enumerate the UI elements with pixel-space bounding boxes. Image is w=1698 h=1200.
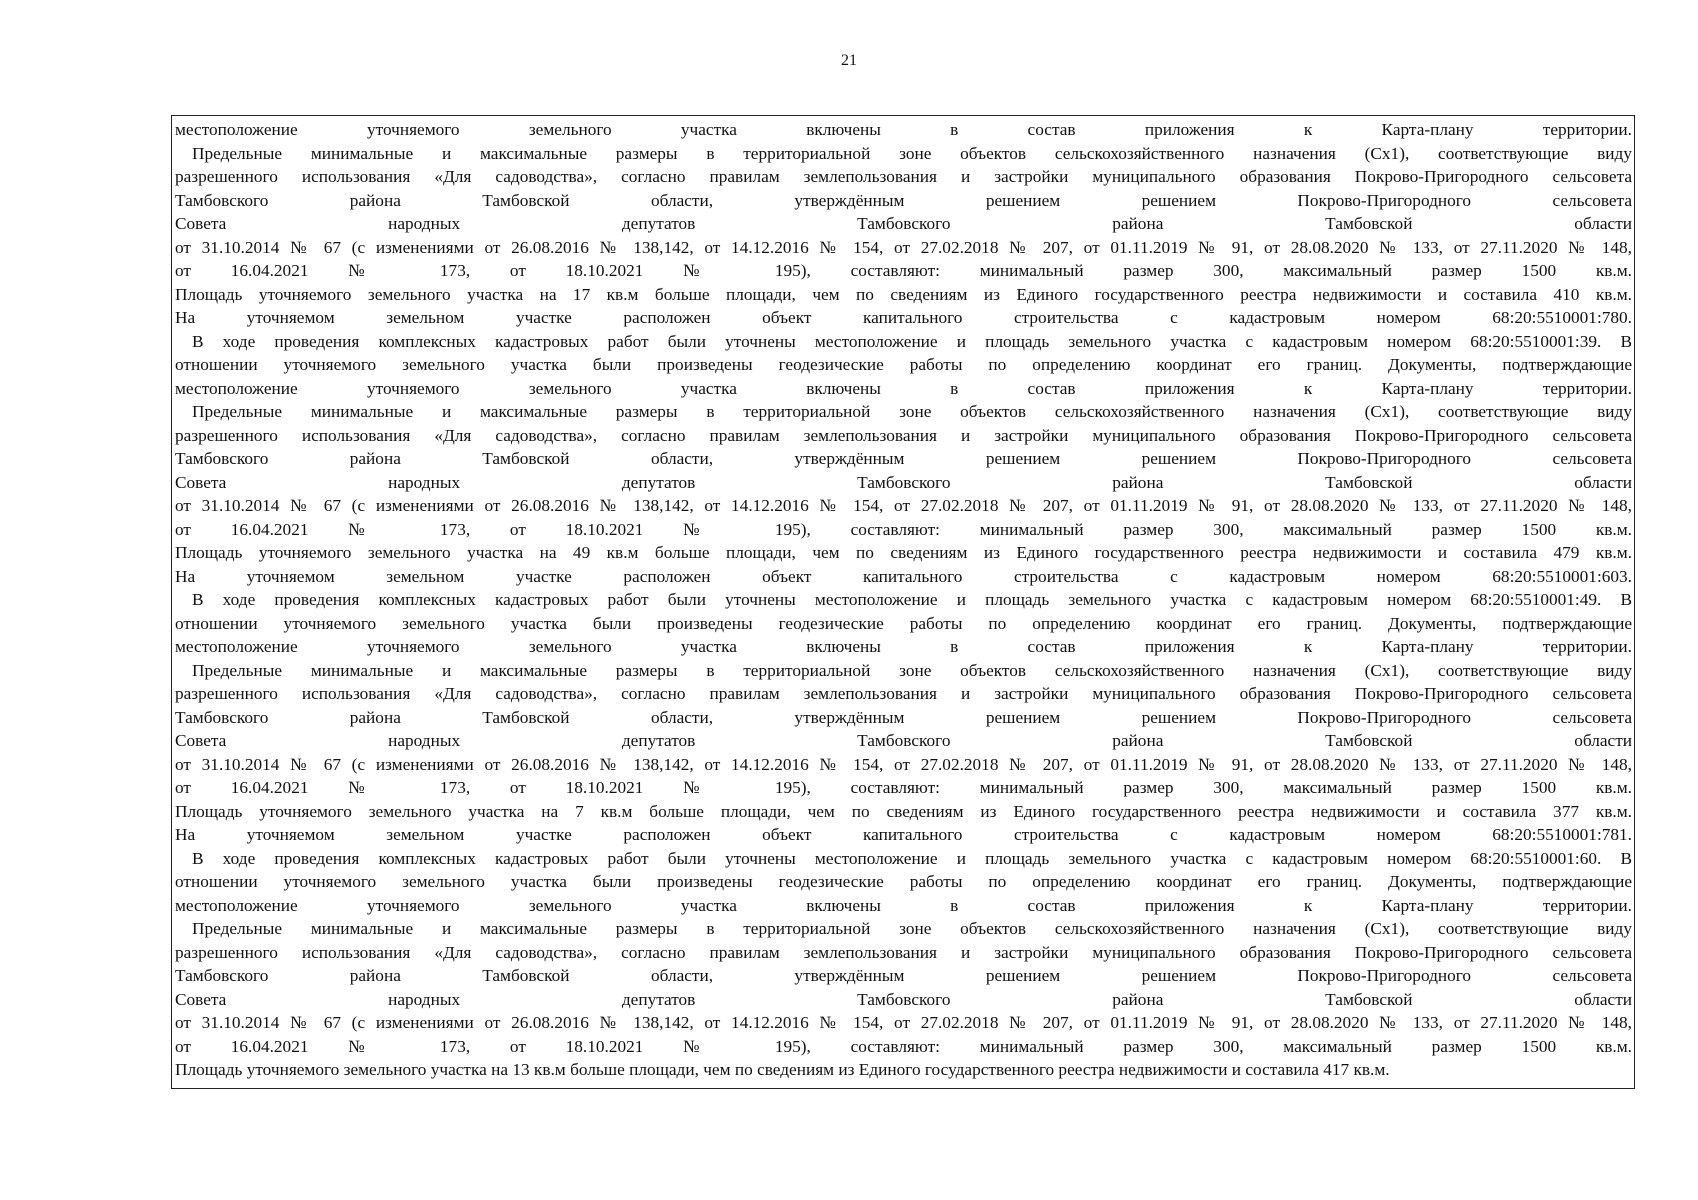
text-line: разрешенного использования «Для садоводства», согласно правилам землепользования и застройки муниципального образования Покрово-Пригородного сельсовета <box>175 167 1632 186</box>
text-line: Предельные минимальные и максимальные размеры в территориальной зоне объектов сельскохозяйственного назначения (Сх1), соответствующие виду <box>192 660 1632 680</box>
text-line: Площадь уточняемого земельного участка на 49 кв.м больше площади, чем по сведениям из Единого государственного реестра недвижимости и составила 479 кв.м. <box>175 543 1632 562</box>
text-line: Совета народных депутатов Тамбовского района Тамбовской области <box>175 472 1632 492</box>
text-line: Совета народных депутатов Тамбовского района Тамбовской области <box>175 731 1632 750</box>
text-line: местоположение уточняемого земельного участка включены в состав приложения к Карта-плану территории. <box>175 895 1632 915</box>
text-line: В ходе проведения комплексных кадастровых работ были уточнены местоположение и площадь земельного участка с кадастровым номером 68:20:5510001:60. В <box>192 848 1632 868</box>
text-line: На уточняемом земельном участке расположен объект капитального строительства с кадастровым номером 68:20:5510001:781. <box>175 825 1632 844</box>
text-line: местоположение уточняемого земельного участка включены в состав приложения к Карта-плану территории. <box>175 637 1632 656</box>
text-line: от 16.04.2021 № 173, от 18.10.2021 № 195), составляют: минимальный размер 300, максимальный размер 1500 кв.м. <box>175 519 1632 539</box>
text-line: Тамбовского района Тамбовской области, утверждённым решением решением Покрово-Пригородного сельсовета <box>175 707 1632 727</box>
text-line: местоположение уточняемого земельного участка включены в состав приложения к Карта-плану территории. <box>175 378 1632 398</box>
text-line: Совета народных депутатов Тамбовского района Тамбовской области <box>175 214 1632 233</box>
text-line: от 31.10.2014 № 67 (с изменениями от 26.08.2016 № 138,142, от 14.12.2016 № 154, от 27.02.2018 № 207, от 01.11.2019 № 91, от 28.08.2020 № 133, от 27.11.2020 № 148, <box>175 237 1632 257</box>
text-line: от 16.04.2021 № 173, от 18.10.2021 № 195), составляют: минимальный размер 300, максимальный размер 1500 кв.м. <box>175 1036 1632 1056</box>
text-line: отношении уточняемого земельного участка были произведены геодезические работы по определению координат его границ. Документы, подтверждающие <box>175 872 1632 891</box>
text-line: отношении уточняемого земельного участка были произведены геодезические работы по определению координат его границ. Документы, подтверждающие <box>175 355 1632 374</box>
text-line: Тамбовского района Тамбовской области, утверждённым решением решением Покрово-Пригородного сельсовета <box>175 190 1632 210</box>
text-line: местоположение уточняемого земельного участка включены в состав приложения к Карта-плану территории. <box>175 120 1632 139</box>
text-line: Предельные минимальные и максимальные размеры в территориальной зоне объектов сельскохозяйственного назначения (Сх1), соответствующие виду <box>192 143 1632 163</box>
text-line: Совета народных депутатов Тамбовского района Тамбовской области <box>175 989 1632 1009</box>
text-line: В ходе проведения комплексных кадастровых работ были уточнены местоположение и площадь земельного участка с кадастровым номером 68:20:5510001:49. В <box>192 590 1632 609</box>
text-line: Предельные минимальные и максимальные размеры в территориальной зоне объектов сельскохозяйственного назначения (Сх1), соответствующие виду <box>192 919 1632 938</box>
text-line: разрешенного использования «Для садоводства», согласно правилам землепользования и застройки муниципального образования Покрово-Пригородного сельсовета <box>175 942 1632 962</box>
text-line: Площадь уточняемого земельного участка на 7 кв.м больше площади, чем по сведениям из Единого государственного реестра недвижимости и составила 377 кв.м. <box>175 801 1632 821</box>
text-line: Тамбовского района Тамбовской области, утверждённым решением решением Покрово-Пригородного сельсовета <box>175 449 1632 468</box>
text-frame <box>171 115 1635 1089</box>
text-line: На уточняемом земельном участке расположен объект капитального строительства с кадастровым номером 68:20:5510001:780. <box>175 308 1632 327</box>
page-number: 21 <box>841 52 857 69</box>
text-line: Предельные минимальные и максимальные размеры в территориальной зоне объектов сельскохозяйственного назначения (Сх1), соответствующие виду <box>192 402 1632 421</box>
text-line: Площадь уточняемого земельного участка на 13 кв.м больше площади, чем по сведениям из Единого государственного реестра недвижимости и составила 417 кв.м. <box>175 1060 1390 1079</box>
text-line: от 31.10.2014 № 67 (с изменениями от 26.08.2016 № 138,142, от 14.12.2016 № 154, от 27.02.2018 № 207, от 01.11.2019 № 91, от 28.08.2020 № 133, от 27.11.2020 № 148, <box>175 754 1632 774</box>
text-line: В ходе проведения комплексных кадастровых работ были уточнены местоположение и площадь земельного участка с кадастровым номером 68:20:5510001:39. В <box>192 331 1632 351</box>
text-line: от 16.04.2021 № 173, от 18.10.2021 № 195), составляют: минимальный размер 300, максимальный размер 1500 кв.м. <box>175 261 1632 280</box>
text-line: На уточняемом земельном участке расположен объект капитального строительства с кадастровым номером 68:20:5510001:603. <box>175 566 1632 586</box>
text-line: от 31.10.2014 № 67 (с изменениями от 26.08.2016 № 138,142, от 14.12.2016 № 154, от 27.02.2018 № 207, от 01.11.2019 № 91, от 28.08.2020 № 133, от 27.11.2020 № 148, <box>175 496 1632 515</box>
text-line: от 31.10.2014 № 67 (с изменениями от 26.08.2016 № 138,142, от 14.12.2016 № 154, от 27.02.2018 № 207, от 01.11.2019 № 91, от 28.08.2020 № 133, от 27.11.2020 № 148, <box>175 1013 1632 1032</box>
text-line: разрешенного использования «Для садоводства», согласно правилам землепользования и застройки муниципального образования Покрово-Пригородного сельсовета <box>175 425 1632 445</box>
text-line: Тамбовского района Тамбовской области, утверждённым решением решением Покрово-Пригородного сельсовета <box>175 966 1632 985</box>
text-line: Площадь уточняемого земельного участка на 17 кв.м больше площади, чем по сведениям из Единого государственного реестра недвижимости и составила 410 кв.м. <box>175 284 1632 304</box>
text-line: отношении уточняемого земельного участка были произведены геодезические работы по определению координат его границ. Документы, подтверждающие <box>175 613 1632 633</box>
text-line: разрешенного использования «Для садоводства», согласно правилам землепользования и застройки муниципального образования Покрово-Пригородного сельсовета <box>175 684 1632 703</box>
text-line: от 16.04.2021 № 173, от 18.10.2021 № 195), составляют: минимальный размер 300, максимальный размер 1500 кв.м. <box>175 778 1632 797</box>
